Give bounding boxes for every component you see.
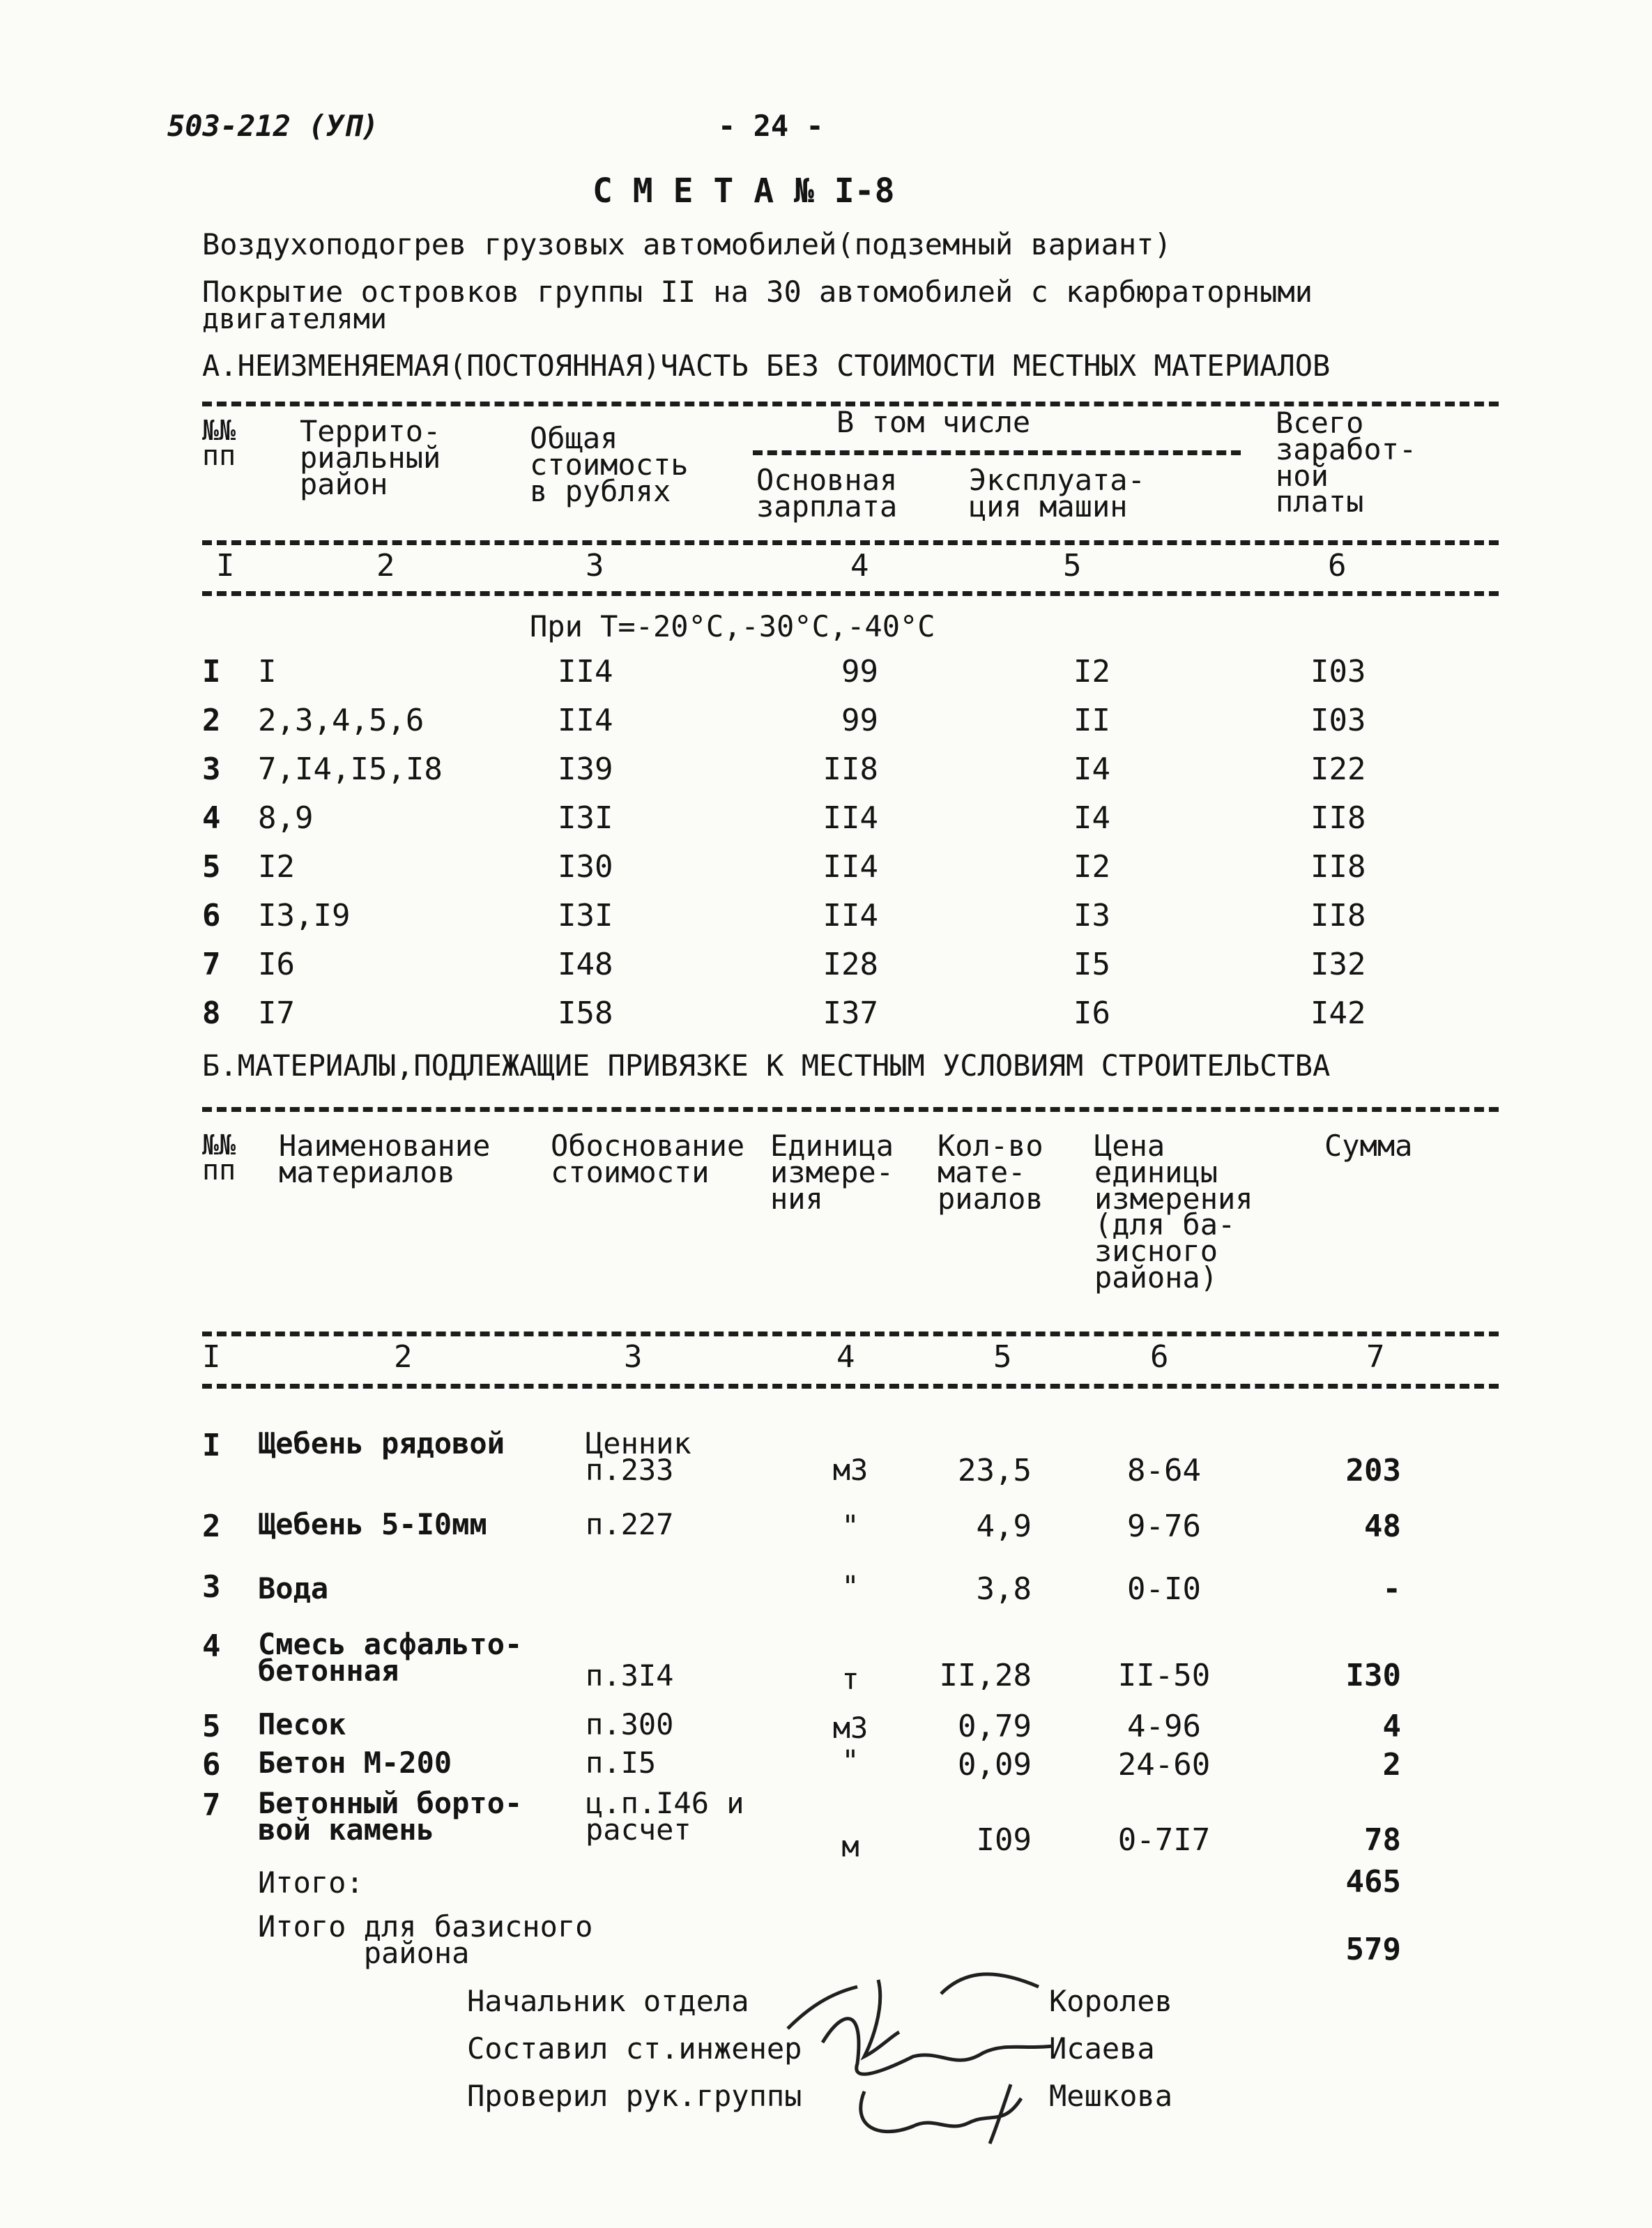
row-number: 5 <box>202 849 221 885</box>
col-qty-header: Кол-во мате- риалов <box>938 1129 1043 1216</box>
base-total-value: 579 <box>1345 1932 1401 1967</box>
col-number: 4 <box>836 1339 855 1375</box>
row-qty: 0,09 <box>958 1747 1032 1783</box>
row-wages: I03 <box>1310 654 1366 689</box>
col-number: 4 <box>850 548 869 583</box>
row-machines: I2 <box>1073 849 1110 885</box>
divider <box>753 450 1241 455</box>
row-total: I3I <box>558 800 613 836</box>
row-basis: п.227 <box>586 1507 674 1541</box>
row-unit: т <box>841 1662 859 1696</box>
row-salary: II4 <box>823 800 878 836</box>
row-salary: 99 <box>841 703 878 738</box>
row-salary: I37 <box>823 995 878 1031</box>
col-basis-header: Обоснование стоимости <box>551 1129 745 1189</box>
row-material-name: Смесь асфальто- бетонная <box>258 1627 523 1688</box>
row-basis: п.300 <box>586 1707 674 1741</box>
handwritten-signatures <box>781 1966 1073 2147</box>
row-wages: II8 <box>1310 800 1366 836</box>
row-wages: I32 <box>1310 947 1366 982</box>
col-number: I <box>202 1339 221 1375</box>
col-number: 6 <box>1150 1339 1169 1375</box>
row-sum: 203 <box>1345 1453 1401 1488</box>
col-number: 6 <box>1328 548 1347 583</box>
divider <box>202 540 1499 545</box>
row-number: 5 <box>202 1709 221 1744</box>
col-num-header: №№ пп <box>202 1129 236 1187</box>
row-salary: II4 <box>823 898 878 933</box>
col-machines-header: Эксплуата- ция машин <box>969 463 1145 524</box>
row-number: I <box>202 1428 221 1463</box>
total-label: Итого: <box>258 1865 364 1900</box>
row-region: 7,I4,I5,I8 <box>258 751 443 787</box>
row-qty: 23,5 <box>958 1453 1032 1488</box>
col-total-header: Общая стоимость в рублях <box>530 421 689 508</box>
section-a-heading: А.НЕИЗМЕНЯЕМАЯ(ПОСТОЯННАЯ)ЧАСТЬ БЕЗ СТОИМОСТИ МЕСТНЫХ МАТЕРИАЛОВ <box>202 349 1331 383</box>
row-number: 6 <box>202 898 221 933</box>
row-price: 4-96 <box>1127 1709 1201 1744</box>
signature-name: Королев <box>1049 1984 1173 2018</box>
col-num-header: №№ пп <box>202 415 236 472</box>
col-number: 2 <box>394 1339 413 1375</box>
row-price: 24-60 <box>1117 1747 1211 1783</box>
row-material-name: Щебень 5-I0мм <box>258 1507 487 1541</box>
row-sum: 2 <box>1382 1747 1401 1783</box>
col-number: 2 <box>376 548 395 583</box>
divider <box>202 1332 1499 1336</box>
col-number: 5 <box>1063 548 1082 583</box>
row-number: 7 <box>202 947 221 982</box>
col-number: 5 <box>993 1339 1012 1375</box>
row-machines: I3 <box>1073 898 1110 933</box>
row-qty: I09 <box>976 1822 1032 1858</box>
row-wages: II8 <box>1310 849 1366 885</box>
row-sum: 48 <box>1364 1509 1401 1544</box>
row-total: II4 <box>558 654 613 689</box>
row-unit: м <box>841 1829 859 1863</box>
row-price: 8-64 <box>1127 1453 1201 1488</box>
row-salary: II8 <box>823 751 878 787</box>
row-sum: 78 <box>1364 1822 1401 1858</box>
row-machines: I4 <box>1073 800 1110 836</box>
subtitle-line-1: Воздухоподогрев грузовых автомобилей(подземный вариант) <box>202 227 1172 261</box>
row-number: 6 <box>202 1747 221 1783</box>
col-unit-header: Единица измере- ния <box>770 1129 894 1216</box>
row-sum: I30 <box>1345 1658 1401 1693</box>
divider <box>202 1384 1499 1389</box>
row-material-name: Бетонный борто- вой камень <box>258 1786 523 1847</box>
row-basis: п.I5 <box>586 1746 657 1780</box>
row-sum: - <box>1382 1571 1401 1607</box>
row-qty: II,28 <box>939 1658 1032 1693</box>
row-price: 0-7I7 <box>1117 1822 1211 1858</box>
col-name-header: Наименование материалов <box>279 1129 491 1189</box>
row-material-name: Вода <box>258 1571 329 1605</box>
col-region-header: Террито- риальный район <box>300 414 441 501</box>
document-code: 503-212 (УП) <box>167 109 379 143</box>
signature-role: Начальник отдела <box>467 1984 749 2018</box>
row-total: I30 <box>558 849 613 885</box>
row-total: I39 <box>558 751 613 787</box>
row-basis: ц.п.I46 и расчет <box>586 1786 744 1847</box>
row-price: 0-I0 <box>1127 1571 1201 1607</box>
row-wages: I42 <box>1310 995 1366 1031</box>
col-sum-header: Сумма <box>1324 1129 1413 1163</box>
row-salary: II4 <box>823 849 878 885</box>
row-basis: п.3I4 <box>586 1658 674 1693</box>
row-wages: II8 <box>1310 898 1366 933</box>
signature-role: Проверил рук.группы <box>467 2079 802 2113</box>
signature-name: Исаева <box>1049 2031 1155 2066</box>
row-total: I48 <box>558 947 613 982</box>
row-qty: 3,8 <box>976 1571 1032 1607</box>
total-value: 465 <box>1345 1864 1401 1900</box>
row-salary: 99 <box>841 654 878 689</box>
col-number: 3 <box>624 1339 643 1375</box>
row-total: I3I <box>558 898 613 933</box>
row-region: I6 <box>258 947 295 982</box>
base-total-label: Итого для базисного района <box>258 1909 593 1970</box>
row-unit: " <box>841 1509 859 1543</box>
row-machines: I5 <box>1073 947 1110 982</box>
row-total: I58 <box>558 995 613 1031</box>
row-machines: I2 <box>1073 654 1110 689</box>
row-qty: 4,9 <box>976 1509 1032 1544</box>
row-number: 2 <box>202 1509 221 1544</box>
row-material-name: Щебень рядовой <box>258 1426 505 1460</box>
row-unit: " <box>841 1744 859 1778</box>
col-number: I <box>216 548 235 583</box>
divider <box>202 591 1499 596</box>
row-sum: 4 <box>1382 1709 1401 1744</box>
row-unit: м3 <box>832 1711 869 1745</box>
row-basis: Ценник п.233 <box>586 1426 691 1487</box>
row-price: II-50 <box>1117 1658 1211 1693</box>
row-region: I7 <box>258 995 295 1031</box>
col-wages-header: Всего заработ- ной платы <box>1276 406 1417 519</box>
row-region: 8,9 <box>258 800 314 836</box>
row-region: I2 <box>258 849 295 885</box>
row-machines: II <box>1073 703 1110 738</box>
row-material-name: Бетон М-200 <box>258 1746 452 1780</box>
row-machines: I4 <box>1073 751 1110 787</box>
col-number: 7 <box>1366 1339 1385 1375</box>
row-salary: I28 <box>823 947 878 982</box>
subtitle-line-2: Покрытие островков группы II на 30 автомобилей с карбюраторными <box>202 275 1313 309</box>
subtitle-line-2b: двигателями <box>202 303 387 335</box>
col-number: 3 <box>586 548 604 583</box>
row-number: 7 <box>202 1787 221 1823</box>
signature-name: Мешкова <box>1049 2079 1173 2113</box>
section-b-heading: Б.МАТЕРИАЛЫ,ПОДЛЕЖАЩИЕ ПРИВЯЗКЕ К МЕСТНЫМ УСЛОВИЯМ СТРОИТЕЛЬСТВА <box>202 1048 1331 1083</box>
col-salary-header: Основная зарплата <box>756 463 898 524</box>
row-qty: 0,79 <box>958 1709 1032 1744</box>
row-number: 4 <box>202 1628 221 1664</box>
row-number: 3 <box>202 1569 221 1605</box>
row-number: 2 <box>202 703 221 738</box>
row-material-name: Песок <box>258 1707 346 1741</box>
row-unit: " <box>841 1569 859 1603</box>
row-region: I3,I9 <box>258 898 351 933</box>
col-including-header: В том числе <box>836 405 1031 439</box>
temperature-condition: При Т=-20°С,-30°С,-40°С <box>530 609 935 643</box>
row-machines: I6 <box>1073 995 1110 1031</box>
row-number: I <box>202 654 221 689</box>
row-region: 2,3,4,5,6 <box>258 703 425 738</box>
row-wages: I22 <box>1310 751 1366 787</box>
col-price-header: Цена единицы измерения (для ба- зисного района) <box>1094 1129 1253 1295</box>
row-region: I <box>258 654 277 689</box>
page-title: С М Е Т А № I-8 <box>592 171 895 211</box>
row-number: 3 <box>202 751 221 787</box>
row-price: 9-76 <box>1127 1509 1201 1544</box>
row-number: 4 <box>202 800 221 836</box>
page-number: - 24 - <box>718 109 824 143</box>
divider <box>202 1107 1499 1112</box>
row-total: II4 <box>558 703 613 738</box>
row-unit: м3 <box>832 1453 869 1487</box>
row-wages: I03 <box>1310 703 1366 738</box>
row-number: 8 <box>202 995 221 1031</box>
signature-role: Составил ст.инженер <box>467 2031 802 2066</box>
